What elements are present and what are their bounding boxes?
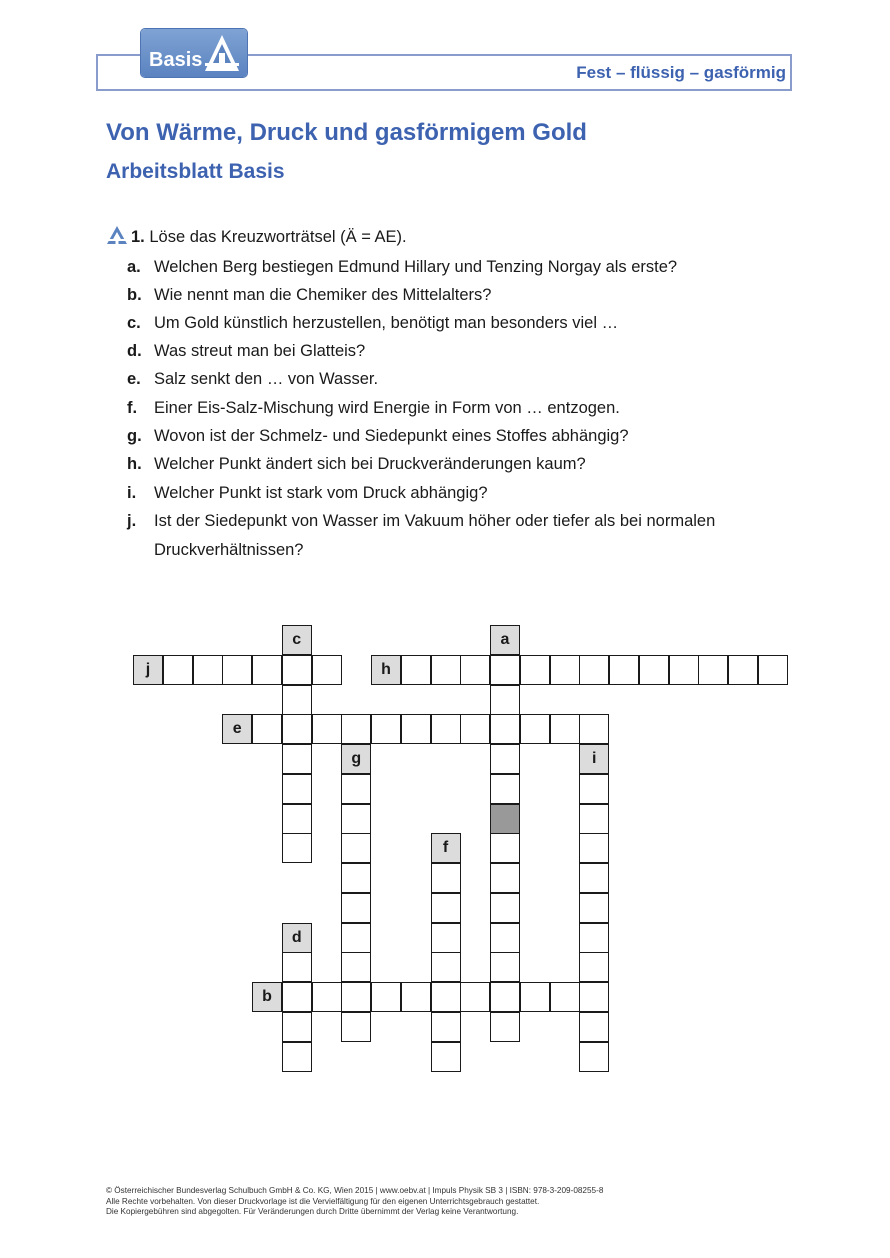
answer-cell[interactable] bbox=[520, 714, 550, 744]
question-text: Salz senkt den … von Wasser. bbox=[154, 370, 379, 388]
answer-cell[interactable] bbox=[282, 1042, 312, 1072]
answer-cell[interactable] bbox=[490, 655, 520, 685]
answer-cell[interactable] bbox=[460, 714, 490, 744]
answer-cell[interactable] bbox=[520, 655, 550, 685]
answer-cell[interactable] bbox=[579, 863, 609, 893]
answer-cell[interactable] bbox=[758, 655, 788, 685]
answer-cell[interactable] bbox=[341, 982, 371, 1012]
question-letter: e. bbox=[127, 370, 141, 388]
question-text: Einer Eis-Salz-Mischung wird Energie in Form von … entzogen. bbox=[154, 399, 620, 417]
question-letter: i. bbox=[127, 484, 137, 502]
answer-cell[interactable] bbox=[431, 893, 461, 923]
answer-cell[interactable] bbox=[550, 714, 580, 744]
answer-cell[interactable] bbox=[579, 952, 609, 982]
question-text: Ist der Siedepunkt von Wasser im Vakuum höher oder tiefer als bei normalen Druckverhältnissen? bbox=[154, 512, 716, 559]
answer-cell[interactable] bbox=[252, 714, 282, 744]
answer-cell[interactable] bbox=[431, 1012, 461, 1042]
answer-cell[interactable] bbox=[282, 744, 312, 774]
answer-cell[interactable] bbox=[609, 655, 639, 685]
answer-cell[interactable] bbox=[579, 893, 609, 923]
answer-cell[interactable] bbox=[341, 863, 371, 893]
answer-cell[interactable] bbox=[252, 655, 282, 685]
answer-cell[interactable] bbox=[431, 923, 461, 953]
answer-cell[interactable] bbox=[579, 714, 609, 744]
answer-cell[interactable] bbox=[490, 893, 520, 923]
answer-cell[interactable] bbox=[312, 655, 342, 685]
answer-cell[interactable] bbox=[698, 655, 728, 685]
answer-cell[interactable] bbox=[490, 982, 520, 1012]
worksheet-topic: Fest – flüssig – gasförmig bbox=[576, 63, 786, 82]
answer-cell[interactable] bbox=[282, 655, 312, 685]
logo-text: Basis bbox=[149, 49, 203, 71]
question-text: Welcher Punkt ist stark vom Druck abhängig? bbox=[154, 484, 488, 502]
answer-cell[interactable] bbox=[579, 923, 609, 953]
answer-cell[interactable] bbox=[490, 744, 520, 774]
answer-cell[interactable] bbox=[579, 1012, 609, 1042]
task-number: 1. bbox=[131, 228, 145, 246]
answer-cell[interactable] bbox=[222, 655, 252, 685]
answer-cell[interactable] bbox=[728, 655, 758, 685]
basis-logo bbox=[141, 29, 247, 77]
answer-cell[interactable] bbox=[341, 804, 371, 834]
answer-cell[interactable] bbox=[341, 923, 371, 953]
clue-label-cell: b bbox=[252, 982, 282, 1012]
answer-cell[interactable] bbox=[193, 655, 223, 685]
answer-cell[interactable] bbox=[163, 655, 193, 685]
answer-cell[interactable] bbox=[579, 774, 609, 804]
answer-cell[interactable] bbox=[341, 774, 371, 804]
question-text: Welcher Punkt ändert sich bei Druckveränderungen kaum? bbox=[154, 455, 586, 473]
answer-cell[interactable] bbox=[639, 655, 669, 685]
answer-cell[interactable] bbox=[490, 685, 520, 715]
answer-cell[interactable] bbox=[341, 714, 371, 744]
answer-cell[interactable] bbox=[520, 982, 550, 1012]
question-letter: f. bbox=[127, 399, 138, 417]
answer-cell[interactable] bbox=[282, 804, 312, 834]
answer-cell[interactable] bbox=[431, 863, 461, 893]
answer-cell[interactable] bbox=[312, 714, 342, 744]
question-letter: j. bbox=[127, 512, 137, 530]
triangle-logo-icon bbox=[203, 33, 241, 73]
answer-cell[interactable] bbox=[282, 714, 312, 744]
answer-cell[interactable] bbox=[490, 714, 520, 744]
answer-cell[interactable] bbox=[550, 655, 580, 685]
answer-cell[interactable] bbox=[371, 714, 401, 744]
clue-label-cell: g bbox=[341, 744, 371, 774]
answer-cell[interactable] bbox=[341, 893, 371, 923]
question-letter: c. bbox=[127, 314, 141, 332]
answer-cell[interactable] bbox=[550, 982, 580, 1012]
footer-line-2: Alle Rechte vorbehalten. Von dieser Druckvorlage ist die Vervielfältigung für den eigenen Unterrichtsgebrauch gestattet. bbox=[106, 1196, 540, 1206]
basis-level-icon bbox=[106, 225, 128, 245]
answer-cell[interactable] bbox=[460, 655, 490, 685]
answer-cell[interactable] bbox=[312, 982, 342, 1012]
answer-cell[interactable] bbox=[490, 774, 520, 804]
answer-cell[interactable] bbox=[341, 833, 371, 863]
answer-cell[interactable] bbox=[282, 685, 312, 715]
answer-cell[interactable] bbox=[431, 714, 461, 744]
page-title: Von Wärme, Druck und gasförmigem Gold bbox=[106, 119, 587, 146]
question-text: Was streut man bei Glatteis? bbox=[154, 342, 366, 360]
answer-cell[interactable] bbox=[282, 982, 312, 1012]
answer-cell[interactable] bbox=[490, 863, 520, 893]
question-letter: b. bbox=[127, 286, 142, 304]
answer-cell[interactable] bbox=[490, 833, 520, 863]
answer-cell[interactable] bbox=[579, 804, 609, 834]
answer-cell[interactable] bbox=[282, 1012, 312, 1042]
answer-cell[interactable] bbox=[401, 714, 431, 744]
clue-label-cell: e bbox=[222, 714, 252, 744]
answer-cell[interactable] bbox=[431, 655, 461, 685]
answer-cell[interactable] bbox=[579, 1042, 609, 1072]
task-text: Löse das Kreuzworträtsel (Ä = AE). bbox=[149, 228, 407, 246]
question-text: Wovon ist der Schmelz- und Siedepunkt eines Stoffes abhängig? bbox=[154, 427, 629, 445]
task-instruction bbox=[131, 228, 407, 247]
answer-cell[interactable] bbox=[490, 1012, 520, 1042]
copyright-footer bbox=[106, 1186, 603, 1218]
question-text: Welchen Berg bestiegen Edmund Hillary und Tenzing Norgay als erste? bbox=[154, 258, 678, 276]
clue-label-cell: f bbox=[431, 833, 461, 863]
answer-cell[interactable] bbox=[431, 952, 461, 982]
answer-cell[interactable] bbox=[431, 982, 461, 1012]
answer-cell[interactable] bbox=[282, 952, 312, 982]
answer-cell[interactable] bbox=[460, 982, 490, 1012]
question-letter: h. bbox=[127, 455, 142, 473]
answer-cell[interactable] bbox=[490, 923, 520, 953]
clue-label-cell: h bbox=[371, 655, 401, 685]
clue-label-cell: j bbox=[133, 655, 163, 685]
question-text: Wie nennt man die Chemiker des Mittelalters? bbox=[154, 286, 492, 304]
answer-cell[interactable] bbox=[341, 952, 371, 982]
answer-cell[interactable] bbox=[401, 655, 431, 685]
page-subtitle: Arbeitsblatt Basis bbox=[106, 160, 285, 183]
answer-cell[interactable] bbox=[282, 774, 312, 804]
answer-cell[interactable] bbox=[401, 982, 431, 1012]
answer-cell[interactable] bbox=[282, 833, 312, 863]
answer-cell[interactable] bbox=[371, 982, 401, 1012]
question-letter: a. bbox=[127, 258, 141, 276]
answer-cell[interactable] bbox=[579, 655, 609, 685]
solution-cell[interactable] bbox=[490, 804, 520, 834]
question-letter: d. bbox=[127, 342, 142, 360]
clue-label-cell: c bbox=[282, 625, 312, 655]
footer-line-3: Die Kopiergebühren sind abgegolten. Für Veränderungen durch Dritte übernimmt der Verlag keine Verantwortung. bbox=[106, 1207, 519, 1216]
clue-label-cell: d bbox=[282, 923, 312, 953]
answer-cell[interactable] bbox=[579, 833, 609, 863]
clue-label-cell: a bbox=[490, 625, 520, 655]
answer-cell[interactable] bbox=[579, 982, 609, 1012]
answer-cell[interactable] bbox=[669, 655, 699, 685]
answer-cell[interactable] bbox=[431, 1042, 461, 1072]
clue-label-cell: i bbox=[579, 744, 609, 774]
answer-cell[interactable] bbox=[490, 952, 520, 982]
footer-line-1: © Österreichischer Bundesverlag Schulbuch GmbH & Co. KG, Wien 2015 | www.oebv.at | Impuls Physik SB 3 | ISBN: 978-3-209-08255-8 bbox=[106, 1186, 604, 1195]
answer-cell[interactable] bbox=[341, 1012, 371, 1042]
question-text: Um Gold künstlich herzustellen, benötigt man besonders viel … bbox=[154, 314, 619, 332]
question-letter: g. bbox=[127, 427, 142, 445]
